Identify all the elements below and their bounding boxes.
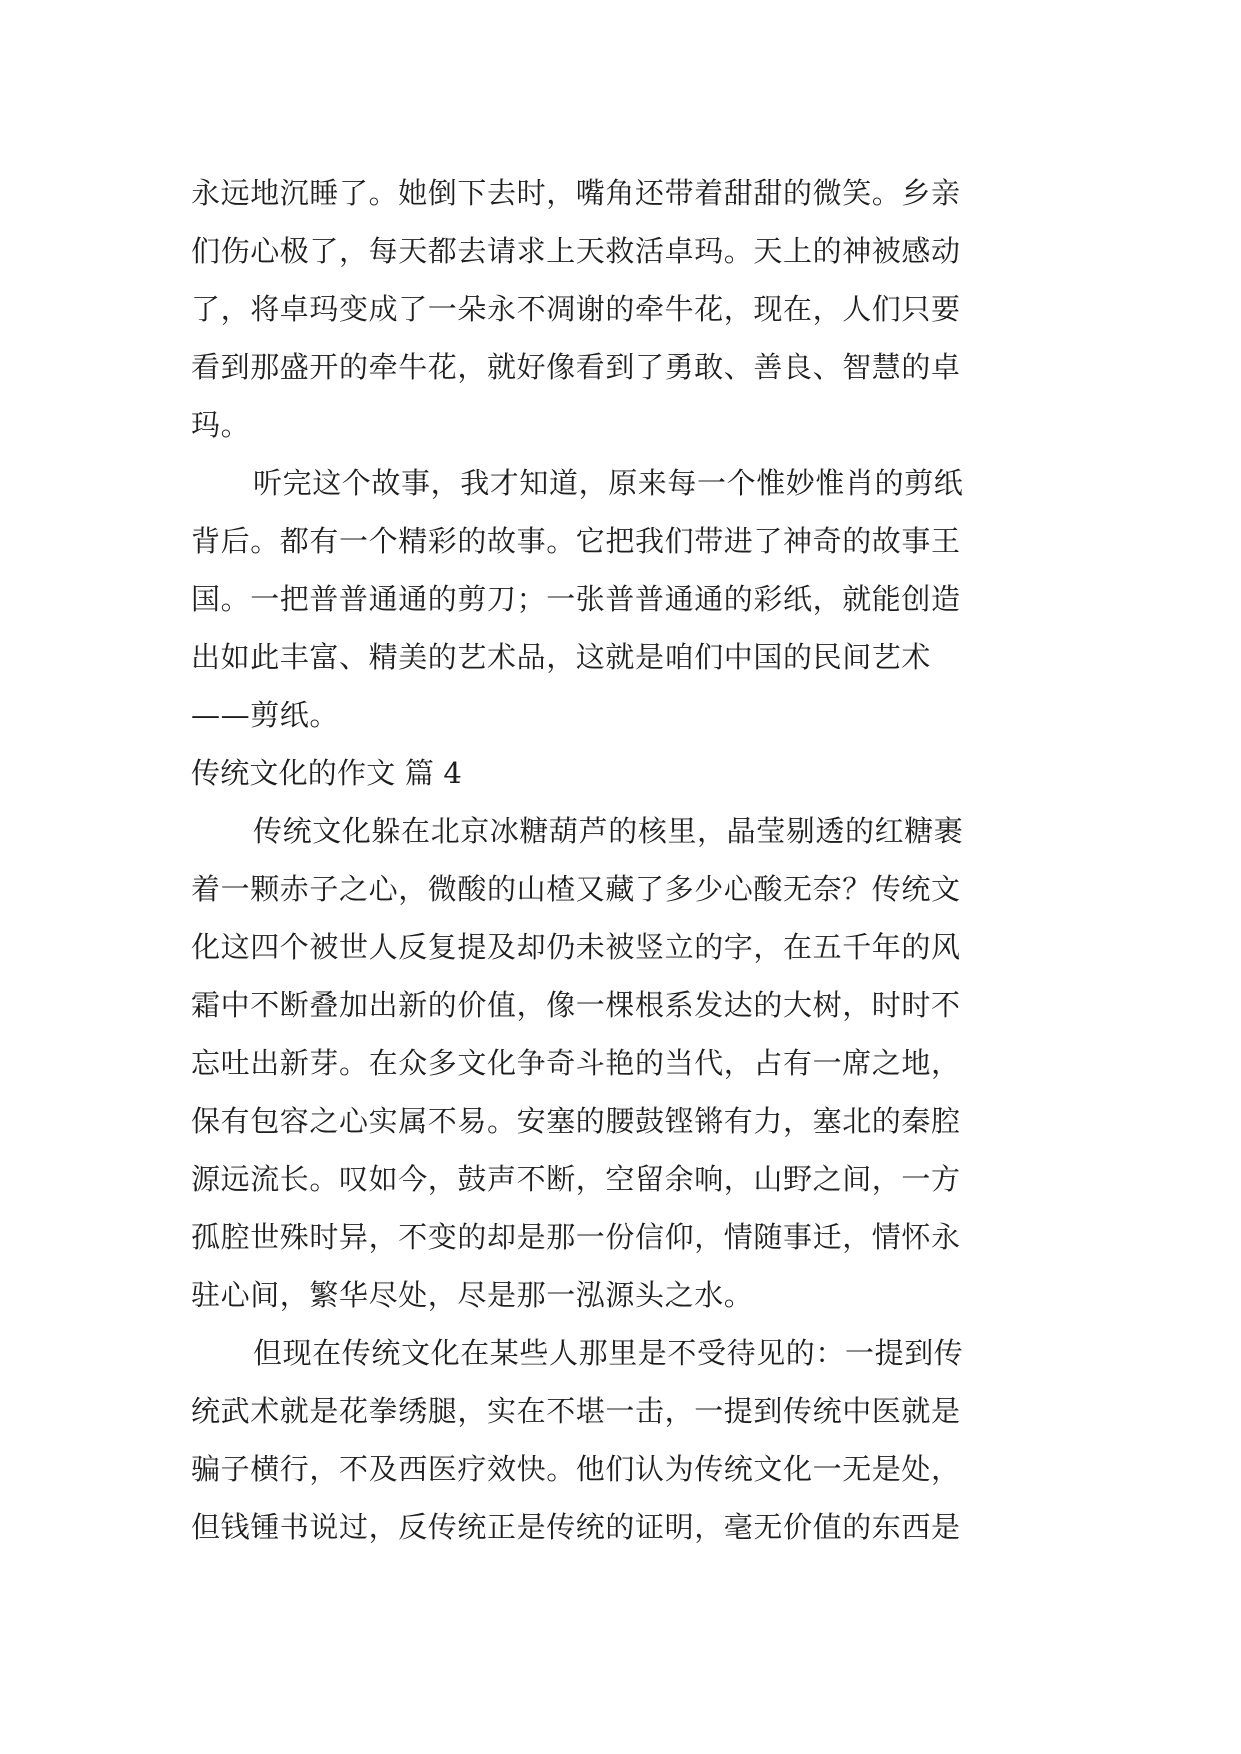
- text-line: 骗子横行，不及西医疗效快。他们认为传统文化一无是处，: [191, 1452, 961, 1486]
- text-line: ——剪纸。: [191, 698, 340, 732]
- text-line: 化这四个被世人反复提及却仍未被竖立的字，在五千年的风: [191, 930, 961, 964]
- text-line: 孤腔世殊时异，不变的却是那一份信仰，情随事迁，情怀永: [191, 1220, 961, 1254]
- text-line: 忘吐出新芽。在众多文化争奇斗艳的当代，占有一席之地，: [191, 1046, 961, 1080]
- text-line: 霜中不断叠加出新的价值，像一棵根系发达的大树，时时不: [191, 988, 961, 1022]
- text-line: 统武术就是花拳绣腿，实在不堪一击，一提到传统中医就是: [191, 1394, 961, 1428]
- text-line: 永远地沉睡了。她倒下去时，嘴角还带着甜甜的微笑。乡亲: [191, 176, 961, 210]
- document-body: [191, 164, 1051, 1556]
- paragraph-start-line: 但现在传统文化在某些人那里是不受待见的：一提到传: [253, 1336, 964, 1370]
- text-line: 出如此丰富、精美的艺术品，这就是咱们中国的民间艺术: [191, 640, 932, 674]
- text-line: 背后。都有一个精彩的故事。它把我们带进了神奇的故事王: [191, 524, 961, 558]
- text-line: 但钱锺书说过，反传统正是传统的证明，毫无价值的东西是: [191, 1510, 961, 1544]
- text-line: 们伤心极了，每天都去请求上天救活卓玛。天上的神被感动: [191, 234, 961, 268]
- text-line: 着一颗赤子之心，微酸的山楂又藏了多少心酸无奈？传统文: [191, 872, 961, 906]
- section-heading: 传统文化的作文 篇 4: [191, 756, 463, 790]
- text-line: 看到那盛开的牵牛花，就好像看到了勇敢、善良、智慧的卓: [191, 350, 961, 384]
- paragraph-start-line: 传统文化躲在北京冰糖葫芦的核里，晶莹剔透的红糖裹: [253, 814, 964, 848]
- text-line: 源远流长。叹如今，鼓声不断，空留余响，山野之间，一方: [191, 1162, 961, 1196]
- paragraph-start-line: 听完这个故事，我才知道，原来每一个惟妙惟肖的剪纸: [253, 466, 964, 500]
- text-line: 玛。: [191, 408, 251, 442]
- text-line: 了，将卓玛变成了一朵永不凋谢的牵牛花，现在，人们只要: [191, 292, 961, 326]
- text-line: 国。一把普普通通的剪刀；一张普普通通的彩纸，就能创造: [191, 582, 961, 616]
- text-line: 驻心间，繁华尽处，尽是那一泓源头之水。: [191, 1278, 754, 1312]
- text-line: 保有包容之心实属不易。安塞的腰鼓铿锵有力，塞北的秦腔: [191, 1104, 961, 1138]
